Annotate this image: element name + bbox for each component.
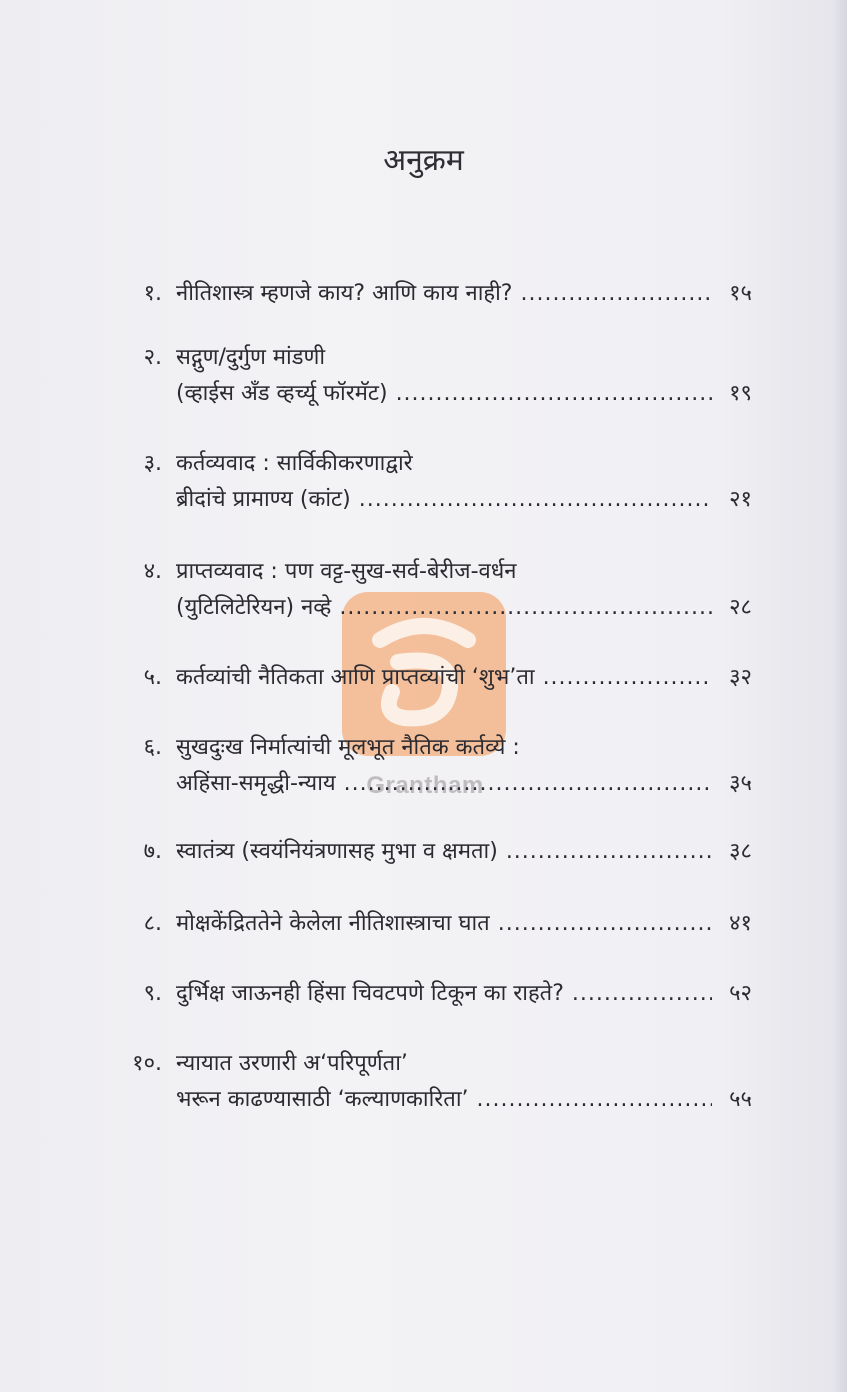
entry-title: दुर्भिक्ष जाऊनही हिंसा चिवटपणे टिकून का राहते? — [176, 981, 564, 1006]
entry-number: ८. — [143, 911, 162, 936]
entry-title: मोक्षकेंद्रिततेने केलेला नीतिशास्त्राचा घात — [176, 911, 490, 936]
dot-leader — [359, 482, 712, 518]
dot-leader — [520, 276, 712, 312]
page-edge-shadow — [833, 0, 847, 1392]
entry-title: प्राप्तव्यवाद : पण वट्ट-सुख-सर्व-बेरीज-वर्धन — [176, 559, 517, 584]
entry-page-number: २८ — [729, 595, 752, 620]
entry-page-number: १५ — [729, 281, 752, 306]
entry-number: १. — [143, 281, 162, 306]
dot-leader — [344, 766, 712, 802]
entry-number: ५. — [143, 665, 162, 690]
entry-page-number: २१ — [729, 487, 752, 512]
entry-title: सुखदुःख निर्मात्यांची मूलभूत नैतिक कर्तव्ये : — [176, 735, 520, 760]
entry-number: २. — [143, 345, 162, 370]
entry-page-number: ३५ — [729, 771, 752, 796]
entry-number: ७. — [143, 839, 162, 864]
watermark-brand-text: Grantham — [366, 772, 484, 799]
entry-page-number: ४१ — [729, 911, 752, 936]
entry-title: न्यायात उरणारी अ‘परिपूर्णता’ — [176, 1051, 408, 1076]
entry-page-number: ३२ — [729, 665, 752, 690]
entry-number: ३. — [143, 451, 162, 476]
page-title: अनुक्रम — [383, 143, 464, 178]
dot-leader — [543, 660, 712, 696]
entry-number: ४. — [143, 559, 162, 584]
entry-subtitle: (युटिलिटेरियन) नव्हे — [176, 595, 332, 620]
entry-title: कर्तव्यवाद : सार्विकीकरणाद्वारे — [176, 451, 413, 476]
dot-leader — [498, 906, 712, 942]
dot-leader — [572, 976, 712, 1012]
entry-title: स्वातंत्र्य (स्वयंनियंत्रणासह मुभा व क्षमता) — [176, 839, 498, 864]
entry-subtitle: (व्हाईस अँड व्हर्च्यू फॉरमॅट) — [176, 381, 388, 406]
entry-page-number: ३८ — [729, 839, 752, 864]
entry-page-number: १९ — [729, 381, 752, 406]
dot-leader — [339, 590, 712, 626]
entry-number: ६. — [143, 735, 162, 760]
entry-title: नीतिशास्त्र म्हणजे काय? आणि काय नाही? — [176, 281, 513, 306]
entry-number: १०. — [132, 1051, 162, 1076]
entry-number: ९. — [143, 981, 162, 1006]
entry-page-number: ५२ — [729, 981, 752, 1006]
dot-leader — [506, 834, 712, 870]
entry-title: सद्गुण/दुर्गुण मांडणी — [176, 345, 326, 370]
dot-leader — [477, 1082, 712, 1118]
entry-subtitle: भरून काढण्यासाठी ‘कल्याणकारिता’ — [176, 1087, 469, 1112]
dot-leader — [396, 376, 712, 412]
entry-subtitle: ब्रीदांचे प्रामाण्य (कांट) — [176, 487, 351, 512]
entry-title: कर्तव्यांची नैतिकता आणि प्राप्तव्यांची ‘शुभ’ता — [176, 665, 535, 690]
entry-subtitle: अहिंसा-समृद्धी-न्याय — [176, 771, 336, 796]
entry-page-number: ५५ — [729, 1087, 752, 1112]
